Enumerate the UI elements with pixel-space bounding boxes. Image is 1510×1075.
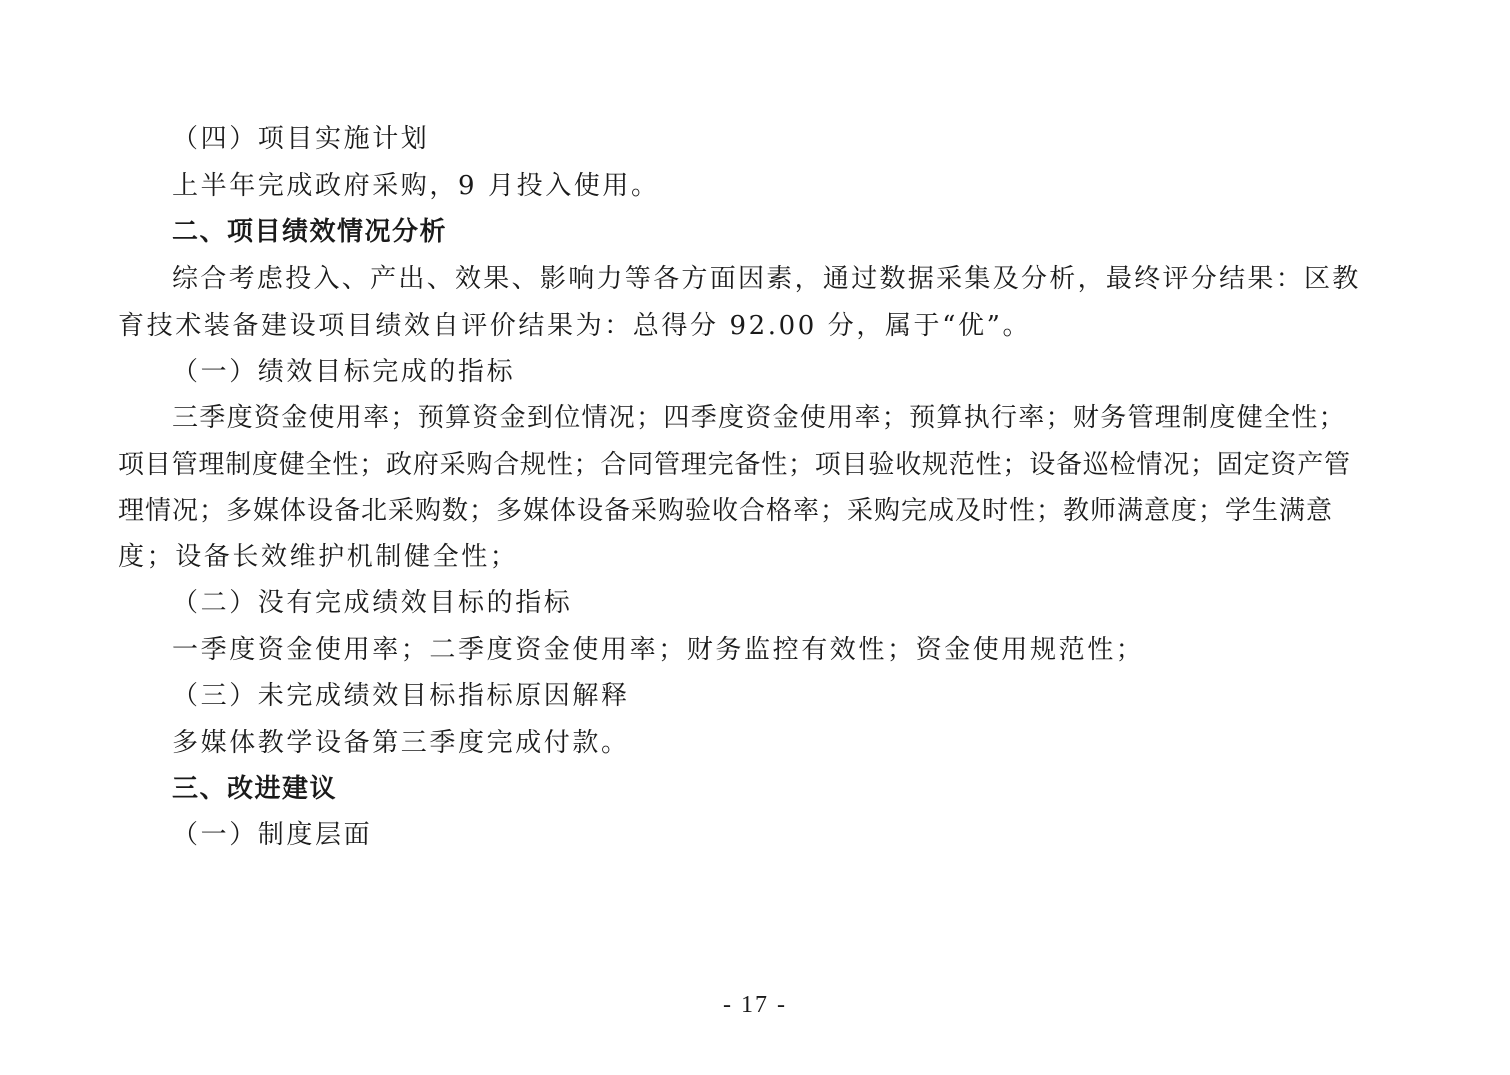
paragraph-implementation-plan: 上半年完成政府采购，9 月投入使用。 (172, 171, 660, 201)
paragraph-reason-explanation: 多媒体教学设备第三季度完成付款。 (172, 728, 630, 758)
subsection-heading-institutional-level: （一）制度层面 (172, 820, 373, 850)
subsection-heading-implementation-plan: （四）项目实施计划 (172, 124, 430, 154)
paragraph-completed-indicators-line-1: 三季度资金使用率；预算资金到位情况；四季度资金使用率；预算执行率；财务管理制度健全性； (172, 403, 1346, 433)
paragraph-evaluation-line-2: 育技术装备建设项目绩效自评价结果为：总得分 92.00 分，属于“优”。 (118, 311, 1032, 341)
paragraph-uncompleted-indicators: 一季度资金使用率；二季度资金使用率；财务监控有效性；资金使用规范性； (172, 635, 1145, 665)
section-heading-improvement-suggestions: 三、改进建议 (172, 774, 338, 804)
subsection-heading-completed-indicators: （一）绩效目标完成的指标 (172, 357, 516, 387)
paragraph-completed-indicators-line-3: 理情况；多媒体设备北采购数；多媒体设备采购验收合格率；采购完成及时性；教师满意度；学生满意 (118, 496, 1334, 526)
subsection-heading-reason-explanation: （三）未完成绩效目标指标原因解释 (172, 681, 630, 711)
section-heading-performance-analysis: 二、项目绩效情况分析 (172, 217, 448, 247)
paragraph-completed-indicators-line-2: 项目管理制度健全性；政府采购合规性；合同管理完备性；项目验收规范性；设备巡检情况；固定资产管 (118, 450, 1351, 480)
page-number: - 17 - (723, 992, 787, 1018)
subsection-heading-uncompleted-indicators: （二）没有完成绩效目标的指标 (172, 588, 573, 618)
paragraph-completed-indicators-line-4: 度；设备长效维护机制健全性； (118, 542, 519, 572)
paragraph-evaluation-line-1: 综合考虑投入、产出、效果、影响力等各方面因素，通过数据采集及分析，最终评分结果：区教 (172, 264, 1361, 294)
